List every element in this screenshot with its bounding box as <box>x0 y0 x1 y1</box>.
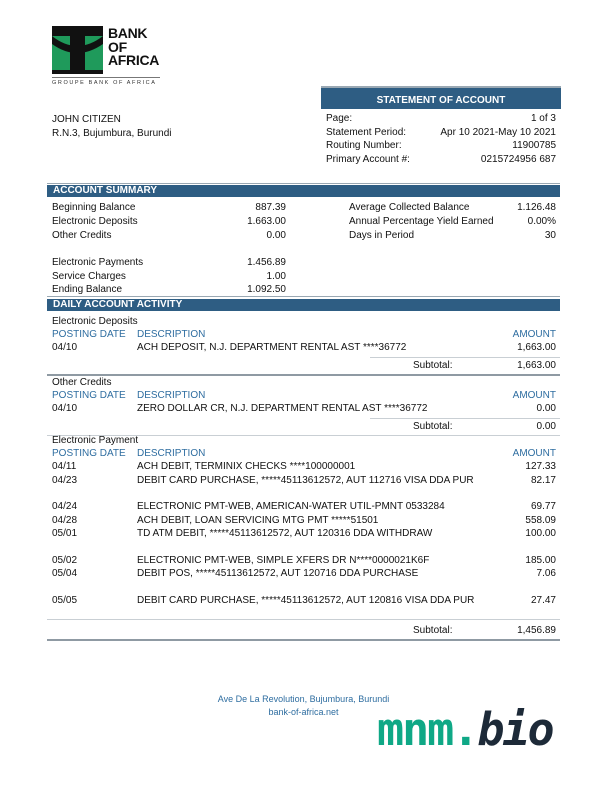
subtotal-label: Subtotal: <box>413 625 453 636</box>
transaction-row <box>52 341 556 355</box>
summary-row <box>52 229 286 243</box>
txn-description: ACH DEPOSIT, N.J. DEPARTMENT RENTAL AST ****36772 <box>137 342 407 353</box>
summary-left-column <box>52 201 286 243</box>
bank-logo <box>52 26 162 88</box>
column-headers <box>52 447 556 460</box>
info-value: 1 of 3 <box>530 113 556 124</box>
summary-row <box>349 215 556 229</box>
summary-label: Annual Percentage Yield Earned <box>349 216 494 227</box>
txn-date: 04/10 <box>52 403 78 414</box>
customer-address-block <box>52 113 172 141</box>
transaction-row <box>52 402 556 416</box>
txn-amount: 127.33 <box>525 461 556 472</box>
watermark-part: mnm. <box>377 703 478 756</box>
txn-description: DEBIT CARD PURCHASE, *****45113612572, AUT 112716 VISA DDA PUR <box>137 474 474 486</box>
row-spacer <box>52 541 556 554</box>
electronic-deposits-section <box>52 315 556 355</box>
summary-label: Service Charges <box>52 270 126 282</box>
statement-title: STATEMENT OF ACCOUNT <box>376 95 506 106</box>
footer-website[interactable]: bank-of-africa.net <box>268 706 339 717</box>
summary-label: Average Collected Balance <box>349 202 470 213</box>
info-value: 11900785 <box>512 140 556 151</box>
summary-label: Electronic Payments <box>52 257 144 268</box>
txn-amount: 82.17 <box>530 474 556 486</box>
summary-left-column-lower <box>52 256 286 297</box>
txn-date: 05/01 <box>52 528 78 539</box>
summary-value: 1.092.50 <box>247 284 286 295</box>
summary-label: Days in Period <box>349 230 415 241</box>
row-spacer <box>52 487 556 500</box>
col-amount: AMOUNT <box>512 390 556 401</box>
txn-date: 05/05 <box>52 594 78 606</box>
transaction-row <box>52 594 556 608</box>
txn-date: 05/02 <box>52 554 78 566</box>
column-headers <box>52 389 556 402</box>
txn-date: 04/10 <box>52 342 78 353</box>
summary-value: 887.39 <box>255 202 286 213</box>
other-credits-section <box>52 376 556 416</box>
subtotal-underline <box>47 639 560 641</box>
info-value: 0215724956 687 <box>480 153 556 165</box>
summary-value: 1.456.89 <box>247 257 286 268</box>
logo-line: OF <box>108 38 127 55</box>
summary-value: 1.126.48 <box>517 202 556 213</box>
transaction-row <box>52 554 556 568</box>
txn-description: ELECTRONIC PMT-WEB, AMERICAN-WATER UTIL-PMNT 0533284 <box>137 501 445 512</box>
col-posting-date: POSTING DATE <box>52 448 126 459</box>
txn-date: 04/11 <box>52 461 77 472</box>
logo-divider <box>52 77 160 78</box>
subtotal-rule <box>47 619 560 620</box>
logo-line: BANK <box>108 25 148 41</box>
section-title: Electronic Deposits <box>52 316 138 327</box>
subtotal-rule <box>370 418 560 419</box>
subtotal-label: Subtotal: <box>413 421 453 432</box>
logo-wordmark <box>108 27 159 68</box>
account-summary-header: ACCOUNT SUMMARY <box>47 185 560 197</box>
watermark <box>377 703 553 756</box>
txn-amount: 7.06 <box>536 568 556 579</box>
summary-value: 1.00 <box>266 270 286 282</box>
statement-info-row <box>326 153 556 167</box>
txn-amount: 558.09 <box>525 514 556 526</box>
summary-row <box>52 201 286 215</box>
transaction-row <box>52 500 556 514</box>
section-rule <box>47 296 560 297</box>
txn-description: ACH DEBIT, TERMINIX CHECKS ****100000001 <box>137 461 356 472</box>
credits-subtotal <box>47 421 560 435</box>
statement-title-bar <box>321 86 561 109</box>
transaction-row <box>52 567 556 581</box>
subtotal-value: 1,456.89 <box>517 625 556 636</box>
customer-address: R.N.3, Bujumbura, Burundi <box>52 128 172 139</box>
customer-name: JOHN CITIZEN <box>52 114 121 125</box>
subtotal-value: 1,663.00 <box>517 360 556 371</box>
info-label: Routing Number: <box>326 140 402 151</box>
txn-description: ACH DEBIT, LOAN SERVICING MTG PMT *****51501 <box>137 514 379 526</box>
footer-address: Ave De La Revolution, Bujumbura, Burundi <box>217 694 390 704</box>
daily-activity-header: DAILY ACCOUNT ACTIVITY <box>47 299 560 311</box>
transaction-row <box>52 474 556 488</box>
statement-info-row <box>326 126 556 140</box>
subtotal-label: Subtotal: <box>413 360 453 371</box>
summary-row <box>52 256 286 270</box>
col-description: DESCRIPTION <box>137 390 206 401</box>
statement-info <box>326 112 556 166</box>
summary-label: Beginning Balance <box>52 202 136 213</box>
info-label: Statement Period: <box>326 126 407 138</box>
section-rule <box>47 183 560 184</box>
summary-right-column <box>349 201 556 243</box>
summary-value: 30 <box>544 230 556 241</box>
txn-description: ZERO DOLLAR CR, N.J. DEPARTMENT RENTAL AST ****36772 <box>137 403 428 414</box>
deposits-subtotal <box>47 360 560 374</box>
txn-description: TD ATM DEBIT, *****45113612572, AUT 120316 DDA WITHDRAW <box>137 528 433 539</box>
summary-row <box>52 283 286 297</box>
txn-amount: 100.00 <box>525 528 556 539</box>
watermark-part: bio <box>477 703 553 756</box>
txn-amount: 185.00 <box>525 554 556 566</box>
col-amount: AMOUNT <box>512 329 556 340</box>
summary-value: 1.663.00 <box>247 216 286 227</box>
txn-date: 04/23 <box>52 474 78 486</box>
summary-row <box>52 270 286 284</box>
info-label: Primary Account #: <box>326 153 410 165</box>
txn-amount: 1,663.00 <box>517 342 556 353</box>
statement-info-row <box>326 112 556 126</box>
payments-subtotal <box>47 625 560 639</box>
subtotal-value: 0.00 <box>536 421 556 432</box>
column-headers <box>52 328 556 341</box>
txn-amount: 27.47 <box>530 594 556 606</box>
txn-date: 04/28 <box>52 514 78 526</box>
col-description: DESCRIPTION <box>137 329 206 340</box>
electronic-payment-section <box>52 434 556 607</box>
col-posting-date: POSTING DATE <box>52 329 126 340</box>
txn-description: DEBIT POS, *****45113612572, AUT 120716 DDA PURCHASE <box>137 568 419 579</box>
summary-row <box>52 215 286 229</box>
summary-row <box>349 229 556 243</box>
summary-label: Ending Balance <box>52 284 123 295</box>
summary-row <box>349 201 556 215</box>
subtotal-rule <box>370 357 560 358</box>
txn-date: 05/04 <box>52 568 78 579</box>
section-title: Electronic Payment <box>52 435 139 446</box>
summary-label: Other Credits <box>52 230 112 241</box>
transaction-row <box>52 460 556 474</box>
logo-tagline: GROUPE BANK OF AFRICA <box>52 80 157 86</box>
txn-description: ELECTRONIC PMT-WEB, SIMPLE XFERS DR N****0000021K6F <box>137 554 430 566</box>
row-spacer <box>52 581 556 594</box>
col-amount: AMOUNT <box>512 448 556 459</box>
statement-info-row <box>326 139 556 153</box>
transaction-row <box>52 514 556 528</box>
summary-label: Electronic Deposits <box>52 216 138 227</box>
bank-emblem-icon <box>52 26 103 74</box>
logo-line: AFRICA <box>108 52 160 68</box>
txn-description: DEBIT CARD PURCHASE, *****45113612572, AUT 120816 VISA DDA PUR <box>137 594 475 606</box>
summary-value: 0.00 <box>266 230 286 241</box>
txn-amount: 0.00 <box>536 403 556 414</box>
transaction-row <box>52 527 556 541</box>
txn-date: 04/24 <box>52 501 78 512</box>
txn-amount: 69.77 <box>530 501 556 512</box>
info-value: Apr 10 2021-May 10 2021 <box>440 126 556 138</box>
summary-value: 0.00% <box>527 216 556 227</box>
col-posting-date: POSTING DATE <box>52 390 126 401</box>
info-label: Page: <box>326 113 353 124</box>
col-description: DESCRIPTION <box>137 448 206 459</box>
section-title: Other Credits <box>52 377 112 388</box>
